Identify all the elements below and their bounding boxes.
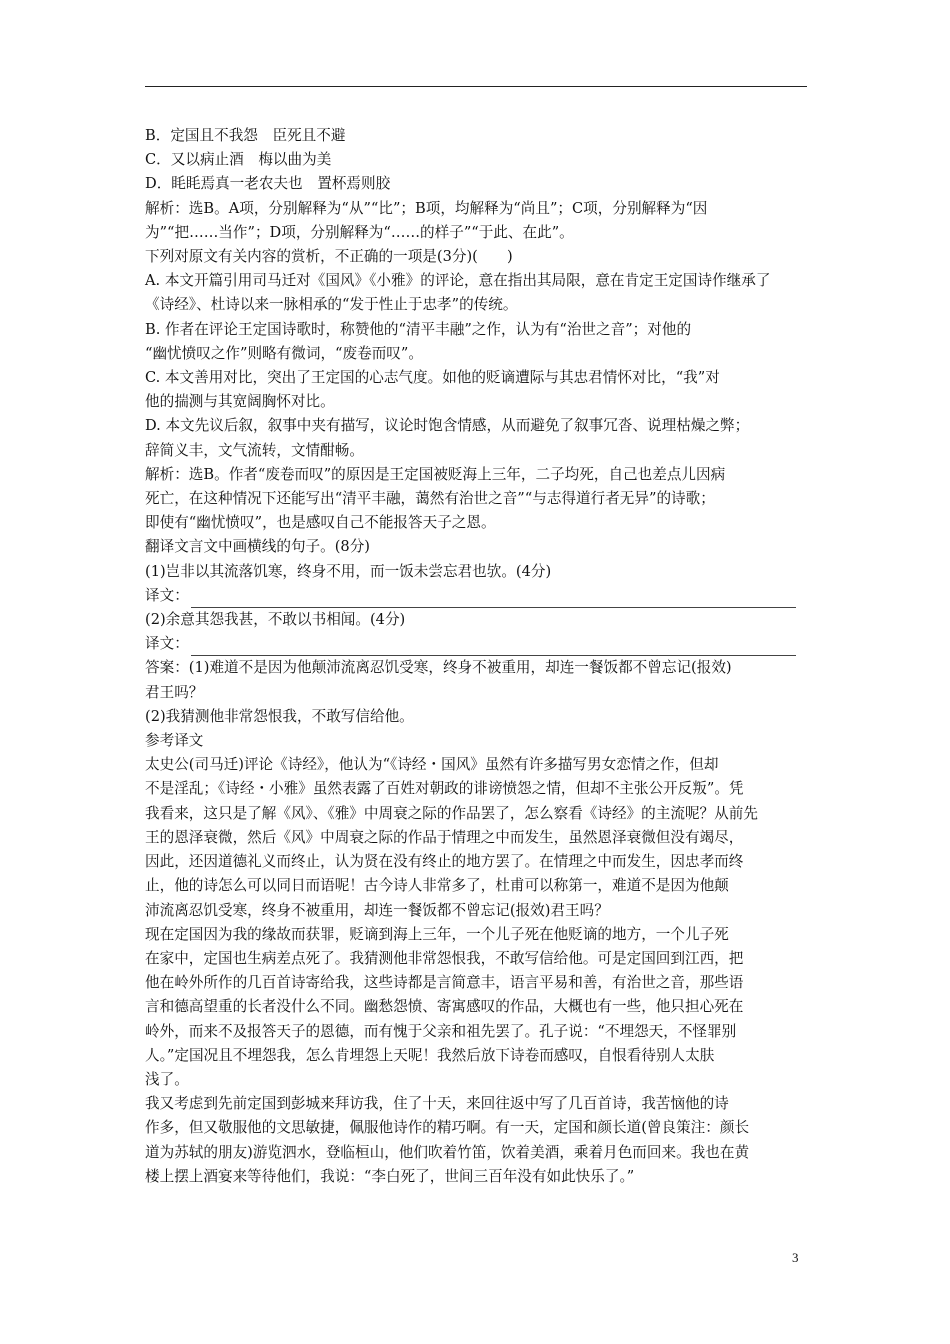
answer-blank-2[interactable] — [191, 639, 796, 656]
reference-text: 止，他的诗怎么可以同日而语呢！古今诗人非常多了，杜甫可以称第一，难道不是因为他颠 — [145, 877, 729, 895]
reference-heading: 参考译文 — [145, 732, 204, 750]
choice-d-line: D. 本文先议后叙，叙事中夹有描写，议论时饱含情感，从而避免了叙事冗沓、说理枯燥之弊； — [145, 417, 750, 435]
choice-c-line: 他的揣测与其宽阔胸怀对比。 — [145, 393, 335, 411]
analysis-line: 即使有“幽忧愤叹”，也是感叹自己不能报答天子之恩。 — [145, 514, 496, 532]
choice-b-line: B. 作者在评论王定国诗歌时，称赞他的“清平丰融”之作，认为有“治世之音”；对他的 — [145, 320, 692, 338]
reference-text: 岭外，而来不及报答天子的恩德，而有愧于父亲和祖先罢了。孔子说：“不埋怨天，不怪罪别 — [145, 1022, 737, 1040]
translation-q2: (2)余意其怨我甚，不敢以书相闻。(4分) — [145, 611, 406, 629]
header-rule — [145, 86, 807, 87]
reference-text: 在家中，定国也生病差点死了。我猜测他非常怨恨我，不敢写信给他。可是定国回到江西，把 — [145, 949, 744, 967]
analysis-line: 解析：选B。A项，分别解释为“从”“比”；B项，均解释为“尚且”；C项，分别解释为“因 — [145, 199, 708, 217]
reference-text: 言和德高望重的长者没什么不同。幽愁怨愤、寄寓感叹的作品，大概也有一些，他只担心死在 — [145, 998, 744, 1016]
reference-text: 他在岭外所作的几百首诗寄给我，这些诗都是言简意丰，语言平易和善，有治世之音，那些语 — [145, 974, 744, 992]
reference-text: 楼上摆上酒宴来等待他们，我说：“李白死了，世间三百年没有如此快乐了。” — [145, 1167, 635, 1185]
analysis-line: 为”“把……当作”；D项，分别解释为“……的样子”“于此、在此”。 — [145, 223, 574, 241]
reference-text: 我又考虑到先前定国到彭城来拜访我，住了十天，来回往返中写了几百首诗，我苦恼他的诗 — [145, 1095, 729, 1113]
reference-text: 王的恩泽衰微，然后《风》中周衰之际的作品于情理之中而发生，虽然恩泽衰微但没有竭尽， — [145, 828, 744, 846]
reference-text: 道为苏轼的朋友)游览泗水，登临桓山，他们吹着竹笛，饮着美酒，乘着月色而回来。我也在黄 — [145, 1143, 750, 1161]
reference-text: 人。”定国况且不埋怨我，怎么肯埋怨上天呢！我然后放下诗卷而感叹，自恨看待别人太肤 — [145, 1046, 715, 1064]
choice-d-line: 辞简义丰，文气流转，文情酣畅。 — [145, 441, 364, 459]
answer-blank-1[interactable] — [191, 591, 796, 608]
translation-heading: 翻译文言文中画横线的句子。(8分) — [145, 538, 370, 556]
option-c: C．又以病止酒 梅以曲为美 — [145, 151, 332, 169]
choice-c-line: C. 本文善用对比，突出了王定国的心志气度。如他的贬谪遭际与其忠君情怀对比，“我”对 — [145, 369, 720, 387]
answer-label: 译文： — [145, 586, 189, 604]
analysis-line: 解析：选B。作者“废卷而叹”的原因是王定国被贬海上三年，二子均死，自己也差点儿因病 — [145, 465, 726, 483]
reference-text: 太史公(司马迁)评论《诗经》，他认为“《诗经・国风》虽然有许多描写男女恋情之作，但却 — [145, 756, 719, 774]
page-number: 3 — [792, 1250, 799, 1265]
choice-a-line: 《诗经》、杜诗以来一脉相承的“发于性止于忠孝”的传统。 — [145, 296, 518, 314]
answer-text: 答案：(1)难道不是因为他颠沛流离忍饥受寒，终身不被重用，却连一餐饭都不曾忘记(报效) — [145, 659, 732, 677]
reference-text: 沛流离忍饥受寒，终身不被重用，却连一餐饭都不曾忘记(报效)君王吗？ — [145, 901, 609, 919]
reference-text: 浅了。 — [145, 1070, 189, 1088]
option-b: B．定国且不我怨 臣死且不避 — [145, 127, 346, 144]
reference-text: 因此，还因道德礼义而终止，认为贤在没有终止的地方罢了。在情理之中而发生，因忠孝而终 — [145, 853, 744, 871]
option-d: D．眊眊焉真一老农夫也 置杯焉则胶 — [145, 175, 391, 193]
document-body — [145, 124, 813, 1189]
choice-a-line: A. 本文开篇引用司马迁对《国风》《小雅》的评论，意在指出其局限，意在肯定王定国诗作继承了 — [145, 272, 771, 290]
reference-text: 作多，但又敬服他的文思敏捷，佩服他诗作的精巧啊。有一天，定国和颜长道(曾良策注：颜长 — [145, 1119, 750, 1137]
question-heading: 下列对原文有关内容的赏析，不正确的一项是(3分)( ) — [145, 248, 513, 266]
answer-text: 君王吗？ — [145, 683, 204, 701]
choice-b-line: “幽忧愤叹之作”则略有微词，“废卷而叹”。 — [145, 344, 423, 362]
analysis-line: 死亡，在这种情况下还能写出“清平丰融，蔼然有治世之音”“与志得道行者无异”的诗歌； — [145, 490, 715, 508]
reference-text: 不是淫乱；《诗经・小雅》虽然表露了百姓对朝政的诽谤愤怨之情，但却不主张公开反叛”。凭 — [145, 780, 744, 798]
answer-line-1 — [145, 584, 813, 608]
reference-text: 现在定国因为我的缘故而获罪，贬谪到海上三年，一个儿子死在他贬谪的地方，一个儿子死 — [145, 925, 729, 943]
translation-q1: (1)岂非以其流落饥寒，终身不用，而一饭未尝忘君也欤。(4分) — [145, 562, 552, 580]
reference-text: 我看来，这只是了解《风》、《雅》中周衰之际的作品罢了，怎么察看《诗经》的主流呢？从前先 — [145, 804, 758, 822]
answer-line-2 — [145, 632, 813, 656]
answer-text: (2)我猜测他非常怨恨我，不敢写信给他。 — [145, 707, 414, 725]
answer-label: 译文： — [145, 635, 189, 653]
